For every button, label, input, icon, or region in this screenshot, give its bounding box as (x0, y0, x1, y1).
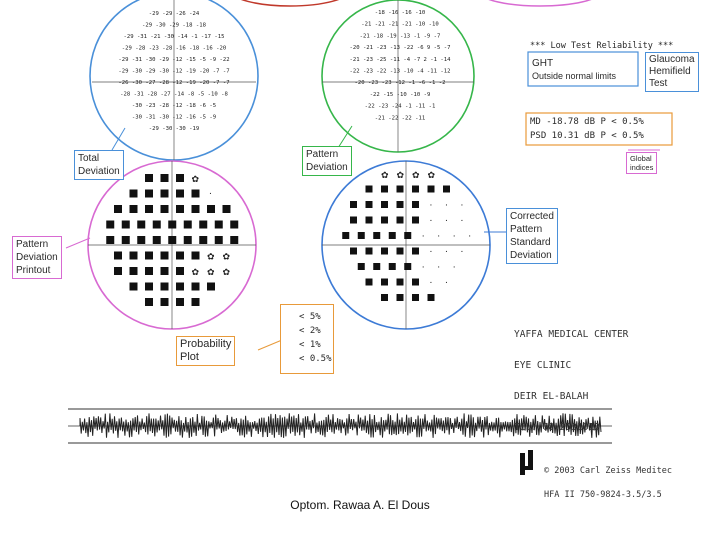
corrected-psd-label: Corrected Pattern Standard Deviation (506, 208, 558, 264)
probability-square (397, 217, 404, 224)
probability-square (397, 294, 404, 301)
deviation-row: -22 -15 -10 -10 -9 (369, 91, 431, 98)
probability-square (192, 205, 200, 213)
probability-dot: · (429, 278, 433, 289)
probability-square (122, 221, 130, 229)
probability-square (145, 174, 153, 182)
probability-square (389, 263, 396, 270)
probability-symbol: ✿ (207, 268, 215, 278)
deviation-row: -21 -23 -25 -11 -4 -7 2 -1 -14 (349, 56, 451, 63)
probability-symbol: ✿ (396, 171, 405, 181)
pdp-label-connector (66, 238, 90, 248)
probability-square (192, 283, 200, 291)
probability-square (168, 236, 176, 244)
center-name: YAFFA MEDICAL CENTER (514, 328, 629, 340)
probability-dot: · (429, 247, 433, 258)
probability-square (145, 298, 153, 306)
probability-square (397, 248, 404, 255)
probability-square (176, 190, 184, 198)
probability-square (153, 221, 161, 229)
author-caption: Optom. Rawaa A. El Dous (290, 498, 430, 512)
probability-symbol: ✿ (381, 171, 389, 181)
probability-dot: · (209, 189, 212, 200)
probability-symbol: ✿ (191, 175, 200, 185)
legend-item-05: < 0.5% (299, 354, 332, 364)
probability-symbol: ✿ (222, 252, 231, 263)
probability-square (184, 221, 192, 229)
probability-square (366, 217, 373, 224)
deviation-row: -30 -31 -30 -12 -16 -5 -9 (131, 114, 217, 121)
probability-symbol: ✿ (222, 268, 231, 278)
total-deviation-label: Total Deviation (74, 150, 124, 180)
probability-square (397, 279, 404, 286)
probability-symbol: ✿ (412, 171, 420, 181)
pattern-deviation-printout-label: Pattern Deviation Printout (12, 236, 62, 279)
probability-square (404, 263, 411, 270)
probability-square (192, 298, 200, 306)
probability-square (412, 217, 419, 224)
probability-square (106, 221, 114, 229)
probability-square (342, 232, 349, 239)
legend-item-2: < 2% (299, 326, 321, 336)
probability-square (176, 252, 184, 260)
probability-square (381, 294, 388, 301)
zeiss-logo (520, 450, 533, 475)
global-indices-label: Global indices (626, 152, 657, 174)
probability-square (412, 201, 419, 208)
pattern-label-connector (338, 126, 352, 148)
center-tel: TEL: 08-2531012 (514, 421, 600, 433)
deviation-row: -26 -30 -27 -28 -12 -19 -20 -7 -7 (118, 80, 230, 86)
probability-square (184, 236, 192, 244)
probability-dot: · (429, 216, 433, 227)
deviation-row: -18 -16 -16 -10 (374, 10, 426, 16)
probability-square (428, 186, 435, 193)
probability-square (161, 174, 169, 182)
probability-square (114, 252, 122, 260)
probability-square (145, 252, 153, 260)
probability-square (366, 279, 373, 286)
probability-square (397, 186, 404, 193)
top-red-circle (230, 0, 350, 6)
probability-square (114, 205, 122, 213)
probability-square (366, 248, 373, 255)
probability-square (192, 190, 200, 198)
probability-square (366, 201, 373, 208)
md-value: MD -18.78 dB P < 0.5% (530, 117, 644, 127)
probability-square (161, 190, 169, 198)
deviation-row: -20 -23 -23 -12 -1 -6 -1 -2 (354, 80, 446, 87)
legend-box (280, 304, 334, 374)
probability-square (130, 267, 138, 275)
deviation-row: -29 -30 -29 -30 -12 -19 -20 -7 -7 (118, 68, 230, 75)
probability-dot: · (460, 201, 464, 211)
probability-dot: · (421, 232, 425, 242)
probability-square (153, 236, 161, 244)
probability-square (412, 279, 419, 286)
legend-item-5: < 5% (299, 312, 321, 322)
probability-square (137, 236, 145, 244)
probability-square (168, 221, 176, 229)
probability-square (122, 236, 130, 244)
probability-square (373, 263, 380, 270)
probability-square (114, 267, 122, 275)
probability-square (161, 205, 169, 213)
deviation-row: -29 -29 -26 -24 (148, 11, 200, 17)
probability-dot: · (437, 263, 441, 273)
deviation-row: -29 -30 -29 -18 -18 (142, 22, 206, 29)
probability-square (358, 263, 365, 270)
probability-square (161, 267, 169, 275)
probability-square (176, 283, 184, 291)
probability-square (130, 283, 138, 291)
probability-square (428, 294, 435, 301)
probability-square (145, 283, 153, 291)
low-reliability-header: *** Low Test Reliability *** (530, 41, 674, 51)
probability-square (145, 267, 153, 275)
probability-square (176, 205, 184, 213)
deviation-row: -21 -22 -22 -11 (374, 115, 426, 122)
deviation-row: -30 -23 -28 -12 -18 -6 -5 (131, 103, 217, 109)
deviation-row: -20 -21 -23 -13 -22 -6 9 -5 -7 (349, 45, 451, 52)
probability-square (230, 221, 238, 229)
probability-square (373, 232, 380, 239)
probability-square (358, 232, 365, 239)
probability-square (381, 248, 388, 255)
probability-dot: · (445, 216, 448, 227)
probability-square (412, 294, 419, 301)
probability-square (381, 279, 388, 286)
probability-square (176, 174, 184, 182)
probability-square (412, 248, 419, 255)
probability-square (215, 236, 223, 244)
probability-square (130, 252, 138, 260)
probability-square (176, 298, 184, 306)
copyright-line1: © 2003 Carl Zeiss Meditec (544, 466, 672, 476)
probability-square (161, 298, 169, 306)
probability-square (161, 283, 169, 291)
prob-plot-connector (258, 340, 282, 350)
probability-symbol: ✿ (207, 252, 215, 263)
probability-square (223, 205, 231, 213)
probability-square (130, 190, 138, 198)
probability-dot: · (421, 263, 425, 273)
probability-square (230, 236, 238, 244)
probability-square (199, 221, 207, 229)
deviation-row: -21 -21 -21 -21 -10 -10 (361, 21, 439, 28)
total-label-connector (112, 128, 125, 150)
probability-square (192, 252, 200, 260)
center-city: DEIR EL-BALAH (514, 390, 589, 402)
probability-dot: · (460, 247, 464, 258)
probability-dot: · (429, 201, 433, 211)
probability-square (137, 221, 145, 229)
probability-square (381, 186, 388, 193)
probability-symbol: ✿ (191, 268, 200, 278)
probability-square (366, 186, 373, 193)
deviation-row: -29 -31 -21 -30 -14 -1 -17 -15 (123, 34, 225, 40)
probability-square (412, 186, 419, 193)
ght-result: Outside normal limits (532, 71, 617, 81)
deviation-row: -22 -23 -24 -1 -11 -1 (364, 103, 436, 110)
probability-square (176, 267, 184, 275)
probability-dot: · (452, 232, 456, 242)
probability-dot: · (445, 278, 448, 289)
probability-square (397, 201, 404, 208)
probability-dot: · (460, 216, 464, 227)
probability-dot: · (452, 263, 456, 273)
probability-square (381, 217, 388, 224)
probability-square (145, 190, 153, 198)
deviation-row: -28 -31 -28 -27 -14 -8 -5 -10 -8 (120, 91, 228, 98)
center-clinic: EYE CLINIC (514, 359, 572, 371)
pattern-deviation-values (349, 10, 451, 121)
probability-square (199, 236, 207, 244)
copyright-line2: HFA II 750-9824-3.5/3.5 (544, 490, 662, 500)
pattern-deviation-label: Pattern Deviation (302, 146, 352, 176)
deviation-row: -29 -28 -23 -28 -16 -18 -16 -20 (121, 45, 227, 52)
probability-square (381, 201, 388, 208)
probability-square (161, 252, 169, 260)
psd-value: PSD 10.31 dB P < 0.5% (530, 131, 644, 141)
deviation-row: -21 -18 -19 -13 -1 -9 -7 (359, 33, 441, 40)
probability-square (350, 248, 357, 255)
probability-symbol: ✿ (427, 171, 436, 181)
probability-square (350, 201, 357, 208)
probability-square (404, 232, 411, 239)
probability-square (130, 205, 138, 213)
probability-square (145, 205, 153, 213)
probability-square (389, 232, 396, 239)
top-pink-circle (480, 0, 600, 6)
probability-square (443, 186, 450, 193)
probability-dot: · (437, 232, 441, 242)
probability-square (350, 217, 357, 224)
probability-dot: · (468, 232, 472, 242)
probability-dot: · (445, 247, 448, 258)
probability-square (106, 236, 114, 244)
probability-plot-label: Probability Plot (176, 336, 235, 366)
ght-line: GHT (532, 58, 554, 69)
probability-square (207, 205, 215, 213)
deviation-row: -29 -30 -30 -19 (148, 126, 200, 132)
pattern-probability-symbols (342, 171, 471, 301)
center-block (514, 311, 628, 451)
deviation-row: -22 -23 -22 -13 -10 -4 -11 -12 (349, 68, 451, 75)
legend-item-1: < 1% (299, 340, 321, 350)
probability-dot: · (445, 201, 448, 211)
ght-label: Glaucoma Hemifield Test (645, 52, 699, 92)
deviation-row: -29 -31 -30 -29 -12 -15 -5 -9 -22 (118, 57, 230, 63)
probability-square (215, 221, 223, 229)
probability-square (207, 283, 215, 291)
